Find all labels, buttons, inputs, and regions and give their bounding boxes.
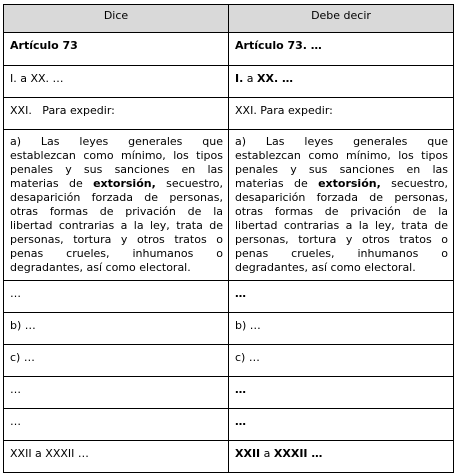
- table-row: [4, 377, 454, 409]
- table-row: [4, 345, 454, 377]
- header-dice: Dice: [4, 5, 229, 33]
- debe-decir-inciso-a: a) Las leyes generales que establezcan como mínimo, los tipos penales y sus sanciones en las materias de extorsión, secuestro, desaparición forzada de personas, otras formas de privación de la libertad contrarias a la ley, trata de personas, tortura y otros tratos o penas crueles, inhumanos o degradantes, así como electoral.: [229, 130, 454, 281]
- comparison-table: [3, 4, 454, 473]
- header-debe-decir: Debe decir: [229, 5, 454, 33]
- dice-fraccion-i: I. a XX. …: [4, 66, 229, 98]
- table-row: [4, 66, 454, 98]
- dice-fraccion-xxi: XXI. Para expedir:: [4, 98, 229, 130]
- debe-decir-ellipsis: …: [229, 377, 454, 409]
- table-row: [4, 281, 454, 313]
- dice-inciso-b: b) …: [4, 313, 229, 345]
- dice-ellipsis: …: [4, 377, 229, 409]
- debe-decir-ellipsis: …: [229, 409, 454, 441]
- table-row: [4, 441, 454, 473]
- dice-articulo: Artículo 73: [4, 33, 229, 66]
- table-row: [4, 313, 454, 345]
- debe-decir-ellipsis: …: [229, 281, 454, 313]
- debe-decir-inciso-b: b) …: [229, 313, 454, 345]
- debe-decir-fraccion-xxi: XXI. Para expedir:: [229, 98, 454, 130]
- dice-inciso-c: c) …: [4, 345, 229, 377]
- table-row: [4, 409, 454, 441]
- table-row: [4, 98, 454, 130]
- dice-inciso-a: a) Las leyes generales que establezcan como mínimo, los tipos penales y sus sanciones en las materias de extorsión, secuestro, desaparición forzada de personas, otras formas de privación de la libertad contrarias a la ley, trata de personas, tortura y otros tratos o penas crueles, inhumanos o degradantes, así como electoral.: [4, 130, 229, 281]
- debe-decir-fraccion-xxii: XXII a XXXII …: [229, 441, 454, 473]
- debe-decir-fraccion-i: I. a XX. …: [229, 66, 454, 98]
- dice-ellipsis: …: [4, 281, 229, 313]
- table-row: [4, 33, 454, 66]
- dice-ellipsis: …: [4, 409, 229, 441]
- header-row: [4, 5, 454, 33]
- table-row: [4, 130, 454, 281]
- debe-decir-articulo: Artículo 73. …: [229, 33, 454, 66]
- dice-fraccion-xxii: XXII a XXXII …: [4, 441, 229, 473]
- debe-decir-inciso-c: c) …: [229, 345, 454, 377]
